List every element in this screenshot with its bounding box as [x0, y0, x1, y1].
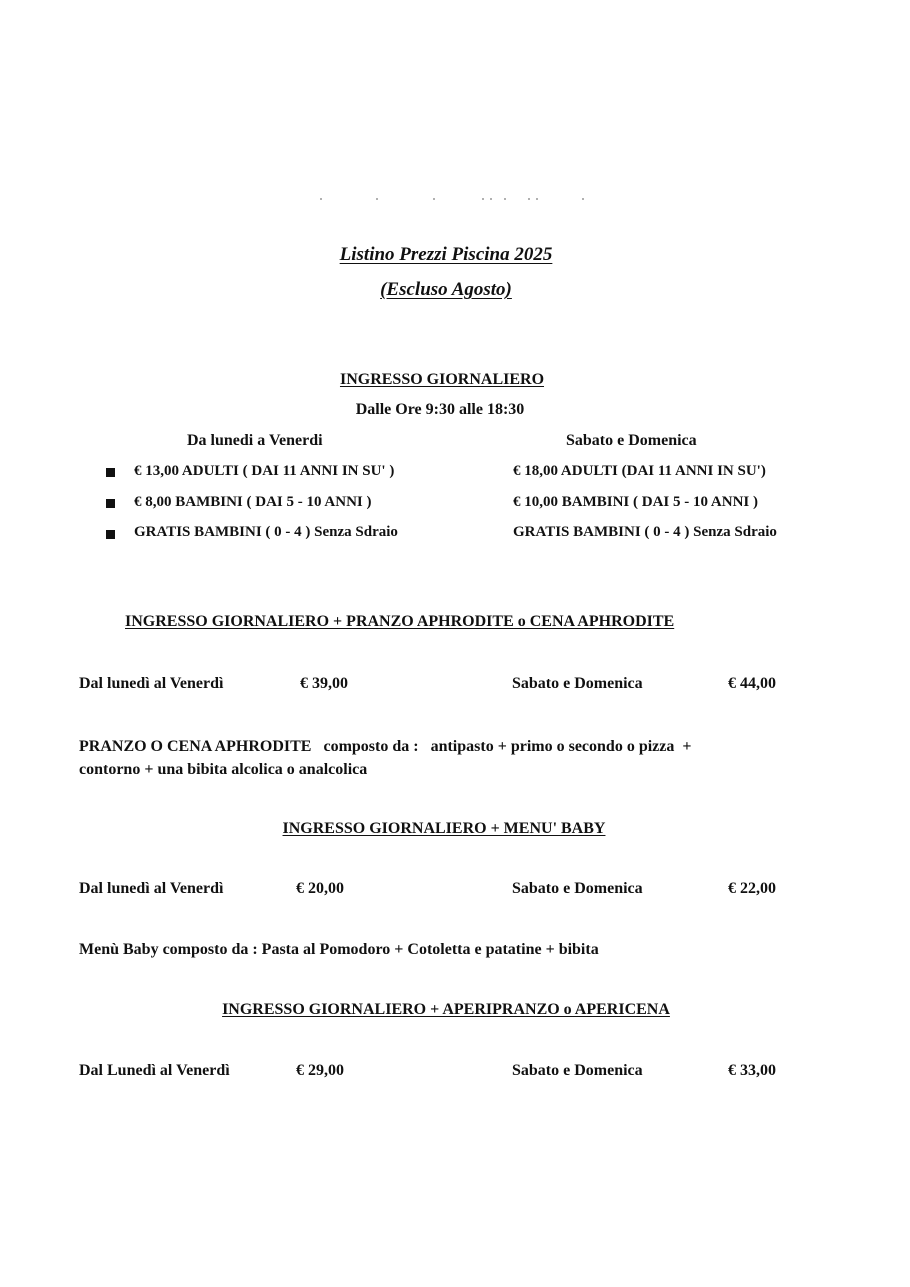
bullet-icon — [106, 499, 115, 508]
aperi-weekend-price: € 33,00 — [728, 1062, 776, 1079]
aphrodite-weekday-price: € 39,00 — [300, 675, 348, 692]
baby-weekday-price: € 20,00 — [296, 880, 344, 897]
aperi-weekday-label: Dal Lunedì al Venerdì — [79, 1062, 230, 1079]
daily-heading: INGRESSO GIORNALIERO — [339, 371, 545, 388]
aphrodite-weekend-price: € 44,00 — [728, 675, 776, 692]
weekday-price-children: € 8,00 BAMBINI ( DAI 5 - 10 ANNI ) — [134, 494, 372, 510]
baby-heading: INGRESSO GIORNALIERO + MENU' BABY — [282, 820, 606, 837]
scan-artifact — [318, 196, 588, 202]
aphrodite-heading: INGRESSO GIORNALIERO + PRANZO APHRODITE o CENA APHRODITE — [125, 613, 675, 630]
aphrodite-description-line1: PRANZO O CENA APHRODITE composto da : antipasto + primo o secondo o pizza + — [79, 738, 692, 755]
weekday-price-toddlers: GRATIS BAMBINI ( 0 - 4 ) Senza Sdraio — [134, 524, 398, 540]
aperi-weekday-price: € 29,00 — [296, 1062, 344, 1079]
weekend-column-header: Sabato e Domenica — [566, 432, 697, 449]
page-subtitle: (Escluso Agosto) — [380, 279, 512, 300]
aphrodite-description-line2: contorno + una bibita alcolica o analcolica — [79, 761, 368, 778]
daily-hours: Dalle Ore 9:30 alle 18:30 — [355, 401, 525, 418]
baby-weekend-price: € 22,00 — [728, 880, 776, 897]
bullet-icon — [106, 530, 115, 539]
page-title: Listino Prezzi Piscina 2025 — [339, 244, 553, 265]
weekend-price-children: € 10,00 BAMBINI ( DAI 5 - 10 ANNI ) — [513, 494, 759, 510]
weekday-column-header: Da lunedi a Venerdi — [187, 432, 323, 449]
aphrodite-weekend-label: Sabato e Domenica — [512, 675, 643, 692]
bullet-icon — [106, 468, 115, 477]
aphrodite-weekday-label: Dal lunedì al Venerdì — [79, 675, 224, 692]
weekend-price-adults: € 18,00 ADULTI (DAI 11 ANNI IN SU') — [513, 463, 766, 479]
baby-weekend-label: Sabato e Domenica — [512, 880, 643, 897]
baby-description: Menù Baby composto da : Pasta al Pomodoro + Cotoletta e patatine + bibita — [79, 941, 599, 958]
aperi-heading: INGRESSO GIORNALIERO + APERIPRANZO o APERICENA — [222, 1001, 670, 1018]
aperi-weekend-label: Sabato e Domenica — [512, 1062, 643, 1079]
weekend-price-toddlers: GRATIS BAMBINI ( 0 - 4 ) Senza Sdraio — [513, 524, 777, 540]
baby-weekday-label: Dal lunedì al Venerdì — [79, 880, 224, 897]
weekday-price-adults: € 13,00 ADULTI ( DAI 11 ANNI IN SU' ) — [134, 463, 395, 479]
